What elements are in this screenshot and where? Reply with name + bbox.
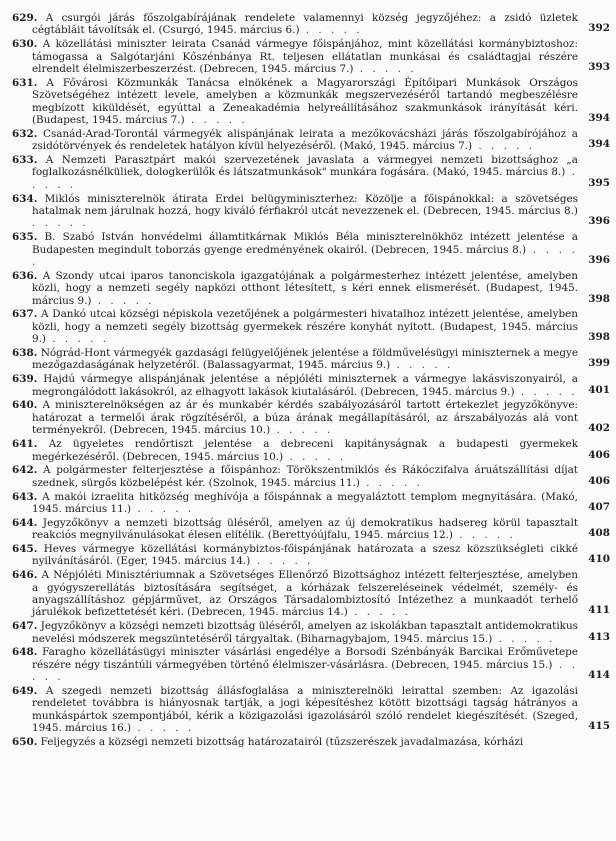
entry-text: Jegyzőkönyv a községi nemzeti bizottság üléséről, amelyen az iskolákban tapasztalt antidemokratikus nevelési módszerek megszüntetéséről tárgyaltak. (Biharnagybajom, 1945. március 15.) <box>32 620 578 645</box>
list-item <box>12 399 610 436</box>
entry-body <box>12 517 578 542</box>
entry-number: 645. <box>12 542 38 555</box>
entry-text: Csanád-Arad-Torontál vármegyék alispánjának leirata a mezőkovácsházi járás főszolgabírójához a zsidótörvények és rendeletek hatályon kívül helyezéséről. (Makó, 1945. március 7.) <box>32 127 579 153</box>
entry-text: A szegedi nemzeti bizottság állásfoglalása a miniszterelnöki leirattal szemben: Az igazolási rendeletet továbbra is hiányosnak tartják, a jogi képesítéshez kötött bizottsági tagság hátrányos a munkáspártok szempontjából, kérik a közigazolási igazolásáról szóló rendelet kiegészítését. (Szeged, 1945. március 16.) <box>32 684 579 735</box>
entry-body <box>12 128 578 153</box>
entry-text: Heves vármegye közellátási kormánybiztos-főispánjának határozata a szesz közszükségleti cikké nyilvánításáról. (Eger, 1945. március 14.) <box>32 542 578 568</box>
dot-leader: . . . . . <box>472 140 536 153</box>
list-item <box>12 569 610 619</box>
entry-number: 646. <box>12 569 38 582</box>
list-item <box>12 270 610 307</box>
page-number: 398 <box>588 292 610 305</box>
entry-text: Jegyzőkönyv a nemzeti bizottság üléséről, amelyen az új demokratikus hadsereg körül tapasztalt reakciós megnyilvánulásokat élesen elítélik. (Berettyóújfalu, 1945. március 12.) <box>32 516 578 542</box>
dot-leader: . . . . . <box>45 333 109 346</box>
list-item <box>12 736 610 748</box>
list-item <box>12 154 610 191</box>
page-number: 413 <box>588 630 610 643</box>
entry-number: 634. <box>12 192 38 205</box>
entry-text: A polgármester felterjesztése a főispánhoz: Törökszentmiklós és Rákóczifalva áruátszállítási díjat szednek, sürgős közbelépést kér. (Szolnok, 1945. március 11.) <box>32 464 578 489</box>
dot-leader: . . . . . <box>131 722 195 735</box>
page-number: 406 <box>588 474 610 487</box>
page-number: 394 <box>588 112 610 125</box>
list-item <box>12 231 610 268</box>
entry-number: 639. <box>12 373 38 386</box>
dot-leader: . . . . . <box>353 63 417 76</box>
entry-body <box>12 231 578 268</box>
list-item <box>12 517 610 542</box>
entry-body <box>12 399 578 436</box>
entry-body <box>12 12 578 37</box>
dot-leader: . . . . . <box>32 243 578 269</box>
entry-text: A makói izraelita hitközség meghívója a főispánnak a megyaláztott templom megnyitására. (Makó, 1945. március 11.) <box>32 490 578 515</box>
entry-text: A Fővárosi Közmunkák Tanácsa elnökének a Magyarországi Építőipari Munkások Országos Szövetségéhez intézett levele, amelyben a közmunkák megszervezéséről tartandó megbeszélésre megbízott kiküldését, egyúttal a Zeneakadémia helyreállításához szakmunkások irányítását kéri. (Budapest, 1945. március 7.) <box>32 76 578 127</box>
list-item <box>12 128 610 153</box>
page-number: 414 <box>588 669 610 682</box>
entry-text: A Népjóléti Minisztériumnak a Szövetséges Ellenőrző Bizottsághoz intézett felterjesztése, amelyben a gyógyszerellátás biztosítására segítséget, a kórházak felszereléseinek védelmét, személy- és anyagszállításhoz gépjárművet, az Országos Társadalombiztosító Intézethez a munkaadót terhelő járulékok befizettetését kéri. (Debrecen, 1945. március 14.) <box>32 569 578 619</box>
page-number: 406 <box>588 448 610 461</box>
page-number: 408 <box>588 527 610 540</box>
dot-leader: . . . . . <box>390 359 454 372</box>
dot-leader: . . . . . <box>452 529 516 542</box>
entry-number: 640. <box>12 399 38 412</box>
entry-text: A miniszterelnökségen az ár és munkabér kérdés szabályozásáról tartott értekezlet jegyzőkönyve: határozat a termelői árak rögzítéséről, a búza árának megállapításáról, az árszabályozás alá vont terményekről. (Debrecen, 1945. március 10.) <box>32 399 578 437</box>
page-number: 410 <box>588 553 610 566</box>
entry-number: 632. <box>12 127 38 140</box>
entry-text: A Dankó utcai községi népiskola vezetőjének a polgármesteri hivatalhoz intézett jelentése, amelyben közli, hogy a nemzeti segély bizottság gyermekek részére konyhát nyitott. (Budapest, 1945. március 9.) <box>32 308 578 346</box>
list-item <box>12 464 610 489</box>
entry-body <box>12 38 578 75</box>
page-number: 393 <box>588 61 610 74</box>
entry-number: 633. <box>12 154 38 167</box>
list-item <box>12 543 610 568</box>
dot-leader: . . . . . <box>250 555 314 568</box>
page-number: 415 <box>588 720 610 733</box>
dot-leader: . . . . . <box>359 476 423 489</box>
dot-leader: . . . . . <box>299 24 363 37</box>
entry-body <box>12 193 578 230</box>
entry-number: 637. <box>12 308 38 321</box>
entry-body <box>12 646 578 683</box>
entry-body <box>12 347 578 372</box>
page-number: 402 <box>588 422 610 435</box>
entry-body <box>12 543 578 568</box>
page-number: 399 <box>588 357 610 370</box>
list-item <box>12 438 610 463</box>
entry-number: 641. <box>12 438 38 451</box>
page-number: 396 <box>588 215 610 228</box>
page-number: 407 <box>588 500 610 513</box>
dot-leader: . . . . . <box>270 424 334 437</box>
entry-body <box>12 491 578 516</box>
dot-leader: . . . . . <box>91 294 155 307</box>
list-item <box>12 77 610 127</box>
entry-body <box>12 736 578 748</box>
entry-body <box>12 154 578 191</box>
page-number: 395 <box>588 176 610 189</box>
list-item <box>12 620 610 645</box>
dot-leader: . . . . . <box>32 166 578 191</box>
entry-text: Miklós miniszterelnök átirata Erdei belügyminiszterhez: Közölje a főispánokkal: a szövetséges hatalmak nem járulnak hozzá, hogy kiváló férfiakról utcát nevezzenek el. (Debrecen, 1945. március 8.) <box>32 192 578 218</box>
dot-leader: . . . . . <box>32 658 578 684</box>
entry-text: Hajdú vármegye alispánjának jelentése a népjóléti miniszternek a vármegye lakásviszonyairól, a megrongálódott lakásokról, az elhagyott lakások kiutalásáról. (Debrecen, 1945. március 9.) <box>32 373 579 398</box>
page-number: 411 <box>588 604 610 617</box>
entry-number: 631. <box>12 76 38 89</box>
entry-text: Nógrád-Hont vármegyék gazdasági felügyelőjének jelentése a földművelésügyi miniszternek a megye mezőgazdaságának helyzetéről. (Balassagyarmat, 1945. március 9.) <box>32 347 578 372</box>
page-number: 396 <box>588 254 610 267</box>
page-number: 398 <box>588 331 610 344</box>
entry-body <box>12 685 578 735</box>
entry-text: Az ügyeletes rendőrtiszt jelentése a debreceni kapitányságnak a budapesti gyermekek megérkezéséről. (Debrecen, 1945. március 10.) <box>32 438 578 463</box>
entry-text: A közellátási miniszter leirata Csanád vármegye főispánjához, mint közellátási kormánybiztoshoz: támogassa a Salgótarjáni Kőszénbánya Rt. teljesen ellátatlan munkásai és családtagjai részére elrendelt élelmiszerbeszerzést. (Debrecen, 1945. március 7.) <box>32 38 578 76</box>
entry-number: 650. <box>12 735 38 748</box>
entry-text: B. Szabó István honvédelmi államtitkárnak Miklós Béla miniszterelnökhöz intézett jelentése a Budapesten megindult toborzás gyenge eredményének okairól. (Debrecen, 1945. március 8.) <box>32 231 578 256</box>
list-item <box>12 347 610 372</box>
dot-leader: . . . . . <box>514 385 578 398</box>
entry-text: A Szondy utcai iparos tanonciskola igazgatójának a polgármesterhez intézett jelentése, amelyben közli, hogy a nemzeti segély napközi otthont létesített, s kéri ennek elismerését. (Budapest, 1945. március 9.) <box>32 269 578 307</box>
entry-number: 630. <box>12 38 38 51</box>
entry-number: 644. <box>12 516 38 529</box>
entry-number: 648. <box>12 646 38 659</box>
entry-number: 638. <box>12 347 38 360</box>
entry-body <box>12 464 578 489</box>
dot-leader: . . . . . <box>32 217 89 230</box>
entry-body <box>12 438 578 463</box>
entry-text: Faragho közellátásügyi miniszter vásárlási engedélye a Borsodi Szénbányák Barcikai Erőművetepe részére négy tiszántúli vármegyében történő élelmiszer-vásárlásra. (Debrecen, 1945. március 15.) <box>32 646 578 671</box>
dot-leader: . . . . . <box>492 632 556 645</box>
entry-text: A csurgói járás főszolgabírájának rendelete valamennyi község jegyzőjéhez: a zsidó üzletek cégtábláit távolítsák el. (Csurgó, 1945. március 6.) <box>32 12 578 37</box>
page-number: 401 <box>588 383 610 396</box>
entry-body <box>12 569 578 619</box>
list-item <box>12 308 610 345</box>
entry-number: 647. <box>12 620 38 633</box>
entry-number: 643. <box>12 490 38 503</box>
list-item <box>12 373 610 398</box>
list-item <box>12 12 610 37</box>
entry-number: 635. <box>12 231 38 244</box>
dot-leader: . . . . . <box>184 114 248 127</box>
dot-leader: . . . . . <box>131 502 195 515</box>
list-item <box>12 685 610 735</box>
dot-leader: . . . . . <box>283 450 347 463</box>
entry-text: Feljegyzés a községi nemzeti bizottság határozatairól (tűzszerészek javadalmazása, kórházi <box>40 735 524 748</box>
list-item <box>12 646 610 683</box>
entry-number: 629. <box>12 12 38 24</box>
entry-number: 649. <box>12 684 38 697</box>
entry-body <box>12 270 578 307</box>
page-number: 392 <box>588 22 610 35</box>
list-item <box>12 38 610 75</box>
entry-text: A Nemzeti Parasztpárt makói szervezetének javaslata a vármegyei nemzeti bizottsághoz „a foglalkozásnélküliek, dologkerülők és látszatmunkások" munkára fogására. (Makó, 1945. március 8.) <box>32 154 578 179</box>
list-item <box>12 491 610 516</box>
dot-leader: . . . . . <box>347 606 411 619</box>
entry-number: 636. <box>12 269 38 282</box>
table-of-contents-list <box>12 12 610 750</box>
entry-body <box>12 77 578 127</box>
entry-number: 642. <box>12 464 38 477</box>
page-number: 394 <box>588 138 610 151</box>
entry-body <box>12 620 578 645</box>
list-item <box>12 193 610 230</box>
entry-body <box>12 308 578 345</box>
entry-body <box>12 373 578 398</box>
